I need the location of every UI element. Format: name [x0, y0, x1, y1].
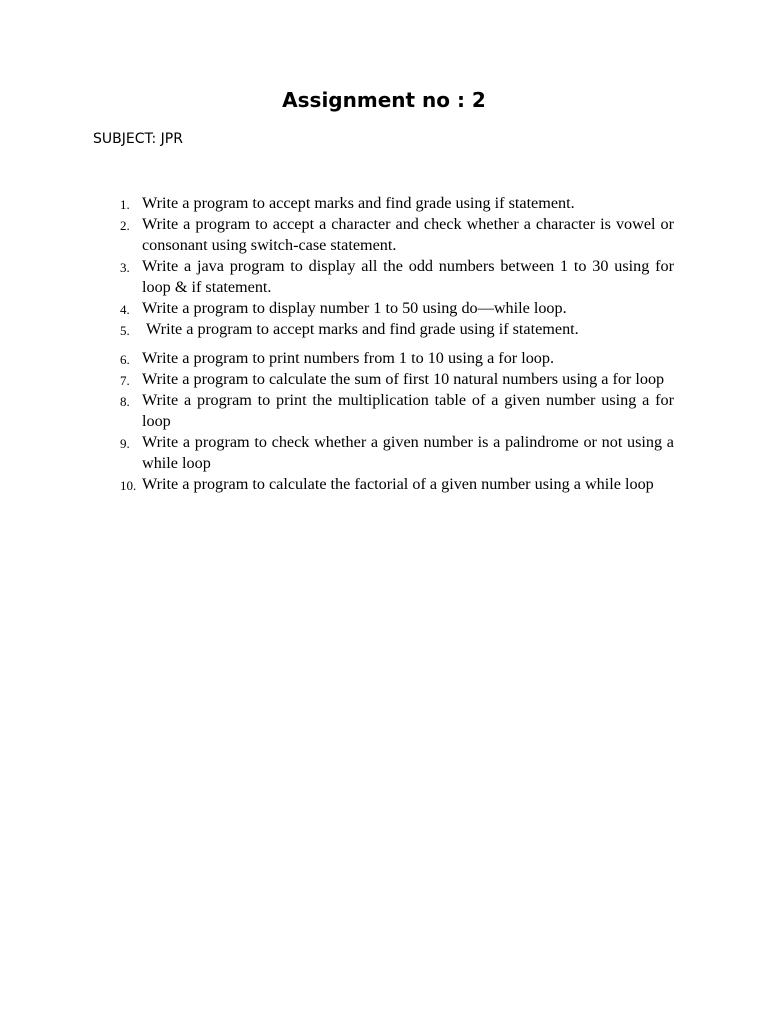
question-item	[110, 256, 674, 298]
question-text: Write a program to calculate the sum of first 10 natural numbers using a for loop	[142, 370, 665, 388]
question-text: Write a program to display number 1 to 50 using do—while loop.	[142, 299, 567, 317]
question-number: 8.	[120, 394, 130, 409]
question-number: 9.	[120, 436, 130, 451]
question-number: 7.	[120, 373, 130, 388]
question-item	[110, 319, 674, 340]
question-item	[110, 193, 674, 214]
question-item	[110, 390, 674, 432]
question-list	[110, 193, 674, 495]
question-item	[110, 432, 674, 474]
question-item	[110, 298, 674, 319]
question-number: 5.	[120, 323, 130, 338]
question-number: 1.	[120, 197, 130, 212]
question-text: Write a java program to display all the odd numbers between 1 to 30 using for loop & if statement.	[142, 257, 674, 296]
question-text: Write a program to print the multiplication table of a given number using a for loop	[142, 391, 674, 430]
question-number: 6.	[120, 352, 130, 367]
question-text: Write a program to accept marks and find grade using if statement.	[142, 194, 575, 212]
question-item	[110, 474, 674, 495]
question-number: 4.	[120, 302, 130, 317]
question-item	[110, 214, 674, 256]
page-title: Assignment no : 2	[282, 88, 486, 112]
question-number: 3.	[120, 260, 130, 275]
subject-line: SUBJECT: JPR	[93, 131, 183, 147]
question-text: Write a program to check whether a given number is a palindrome or not using a while loop	[142, 433, 674, 472]
question-text: Write a program to calculate the factorial of a given number using a while loop	[142, 475, 654, 493]
question-item	[110, 348, 674, 369]
question-number: 10.	[120, 478, 137, 493]
question-item	[110, 369, 674, 390]
question-text: Write a program to accept marks and find grade using if statement.	[142, 320, 579, 338]
question-text: Write a program to accept a character and check whether a character is vowel or consonant using switch-case statement.	[142, 215, 674, 254]
question-number: 2.	[120, 218, 130, 233]
question-text: Write a program to print numbers from 1 to 10 using a for loop.	[142, 349, 555, 367]
